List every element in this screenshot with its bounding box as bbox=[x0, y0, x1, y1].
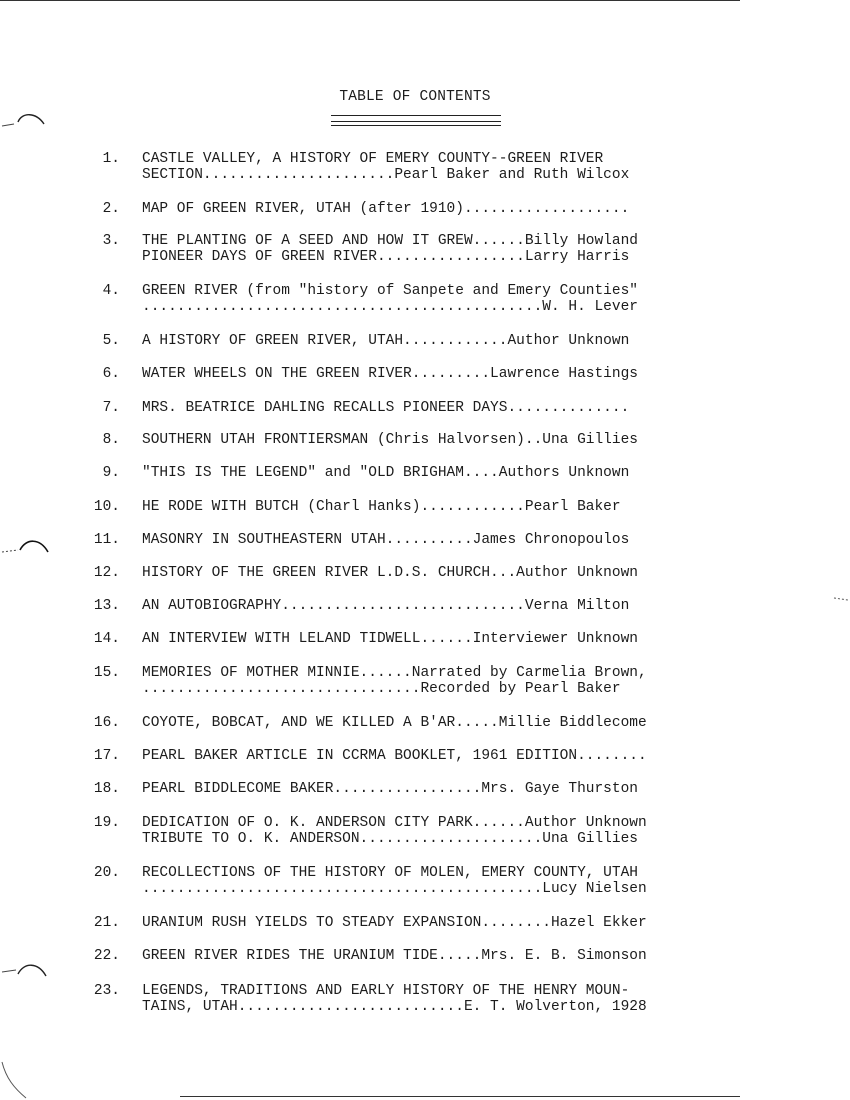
toc-entry-number: 13. bbox=[93, 598, 120, 614]
toc-entry-line: MRS. BEATRICE DAHLING RECALLS PIONEER DAYS.............. bbox=[142, 400, 630, 416]
toc-entry-number: 1. bbox=[102, 151, 120, 167]
toc-entry-number: 23. bbox=[93, 983, 120, 999]
toc-entry-number: 14. bbox=[93, 631, 120, 647]
corner-fold-mark bbox=[0, 1060, 30, 1100]
toc-entry-line: THE PLANTING OF A SEED AND HOW IT GREW......Billy Howland bbox=[142, 233, 638, 249]
toc-entry-line: PEARL BIDDLECOME BAKER.................Mrs. Gaye Thurston bbox=[142, 781, 638, 797]
toc-entry-number: 5. bbox=[102, 333, 120, 349]
toc-entry-line: PEARL BAKER ARTICLE IN CCRMA BOOKLET, 1961 EDITION........ bbox=[142, 748, 647, 764]
toc-entry-line: TRIBUTE TO O. K. ANDERSON.....................Una Gillies bbox=[142, 831, 638, 847]
toc-entry-line: ..............................................W. H. Lever bbox=[142, 299, 638, 315]
toc-entry-number: 22. bbox=[93, 948, 120, 964]
bottom-scan-edge bbox=[180, 1096, 740, 1097]
toc-entry-number: 19. bbox=[93, 815, 120, 831]
toc-entry-line: SOUTHERN UTAH FRONTIERSMAN (Chris Halvorsen)..Una Gillies bbox=[142, 432, 638, 448]
title-underline-3 bbox=[331, 125, 501, 126]
toc-entry-line: GREEN RIVER RIDES THE URANIUM TIDE.....Mrs. E. B. Simonson bbox=[142, 948, 647, 964]
toc-entry-number: 9. bbox=[102, 465, 120, 481]
toc-entry-line: COYOTE, BOBCAT, AND WE KILLED A B'AR.....Millie Biddlecome bbox=[142, 715, 647, 731]
top-scan-edge bbox=[0, 0, 740, 1]
toc-entry-number: 20. bbox=[93, 865, 120, 881]
toc-entry-line: RECOLLECTIONS OF THE HISTORY OF MOLEN, EMERY COUNTY, UTAH bbox=[142, 865, 638, 881]
toc-entry-line: ................................Recorded by Pearl Baker bbox=[142, 681, 621, 697]
binder-hole-mark-top bbox=[0, 108, 50, 132]
toc-entry-line: LEGENDS, TRADITIONS AND EARLY HISTORY OF THE HENRY MOUN- bbox=[142, 983, 630, 999]
toc-entry-number: 2. bbox=[102, 201, 120, 217]
title-underline-2 bbox=[331, 121, 501, 122]
toc-entry-number: 18. bbox=[93, 781, 120, 797]
toc-entry-number: 12. bbox=[93, 565, 120, 581]
toc-entry-line: AN AUTOBIOGRAPHY............................Verna Milton bbox=[142, 598, 630, 614]
toc-entry-line: MAP OF GREEN RIVER, UTAH (after 1910)................... bbox=[142, 201, 630, 217]
toc-entry-number: 4. bbox=[102, 283, 120, 299]
toc-entry-line: GREEN RIVER (from "history of Sanpete and Emery Counties" bbox=[142, 283, 638, 299]
toc-entry-line: MEMORIES OF MOTHER MINNIE......Narrated by Carmelia Brown, bbox=[142, 665, 647, 681]
toc-entry-line: HE RODE WITH BUTCH (Charl Hanks)............Pearl Baker bbox=[142, 499, 621, 515]
toc-entry-number: 17. bbox=[93, 748, 120, 764]
title-underline-1 bbox=[331, 115, 501, 116]
toc-entry-line: ..............................................Lucy Nielsen bbox=[142, 881, 647, 897]
toc-entry-number: 21. bbox=[93, 915, 120, 931]
toc-entry-line: SECTION......................Pearl Baker and Ruth Wilcox bbox=[142, 167, 630, 183]
toc-entry-number: 15. bbox=[93, 665, 120, 681]
toc-entry-number: 10. bbox=[93, 499, 120, 515]
toc-entry-line: PIONEER DAYS OF GREEN RIVER.................Larry Harris bbox=[142, 249, 630, 265]
toc-entry-line: CASTLE VALLEY, A HISTORY OF EMERY COUNTY--GREEN RIVER bbox=[142, 151, 604, 167]
toc-entry-line: TAINS, UTAH..........................E. T. Wolverton, 1928 bbox=[142, 999, 647, 1015]
toc-entry-line: HISTORY OF THE GREEN RIVER L.D.S. CHURCH...Author Unknown bbox=[142, 565, 638, 581]
toc-entry-line: "THIS IS THE LEGEND" and "OLD BRIGHAM....Authors Unknown bbox=[142, 465, 630, 481]
toc-entry-line: URANIUM RUSH YIELDS TO STEADY EXPANSION........Hazel Ekker bbox=[142, 915, 647, 931]
toc-entry-line: DEDICATION OF O. K. ANDERSON CITY PARK......Author Unknown bbox=[142, 815, 647, 831]
toc-entry-line: MASONRY IN SOUTHEASTERN UTAH..........James Chronopoulos bbox=[142, 532, 630, 548]
toc-entry-number: 8. bbox=[102, 432, 120, 448]
toc-entry-number: 11. bbox=[93, 532, 120, 548]
right-edge-mark bbox=[832, 590, 850, 610]
page-title: TABLE OF CONTENTS bbox=[339, 89, 491, 105]
toc-entry-line: A HISTORY OF GREEN RIVER, UTAH............Author Unknown bbox=[142, 333, 630, 349]
toc-entry-number: 6. bbox=[102, 366, 120, 382]
toc-entry-line: WATER WHEELS ON THE GREEN RIVER.........Lawrence Hastings bbox=[142, 366, 638, 382]
toc-entry-line: AN INTERVIEW WITH LELAND TIDWELL......Interviewer Unknown bbox=[142, 631, 638, 647]
toc-entry-number: 7. bbox=[102, 400, 120, 416]
toc-entry-number: 3. bbox=[102, 233, 120, 249]
toc-entry-number: 16. bbox=[93, 715, 120, 731]
